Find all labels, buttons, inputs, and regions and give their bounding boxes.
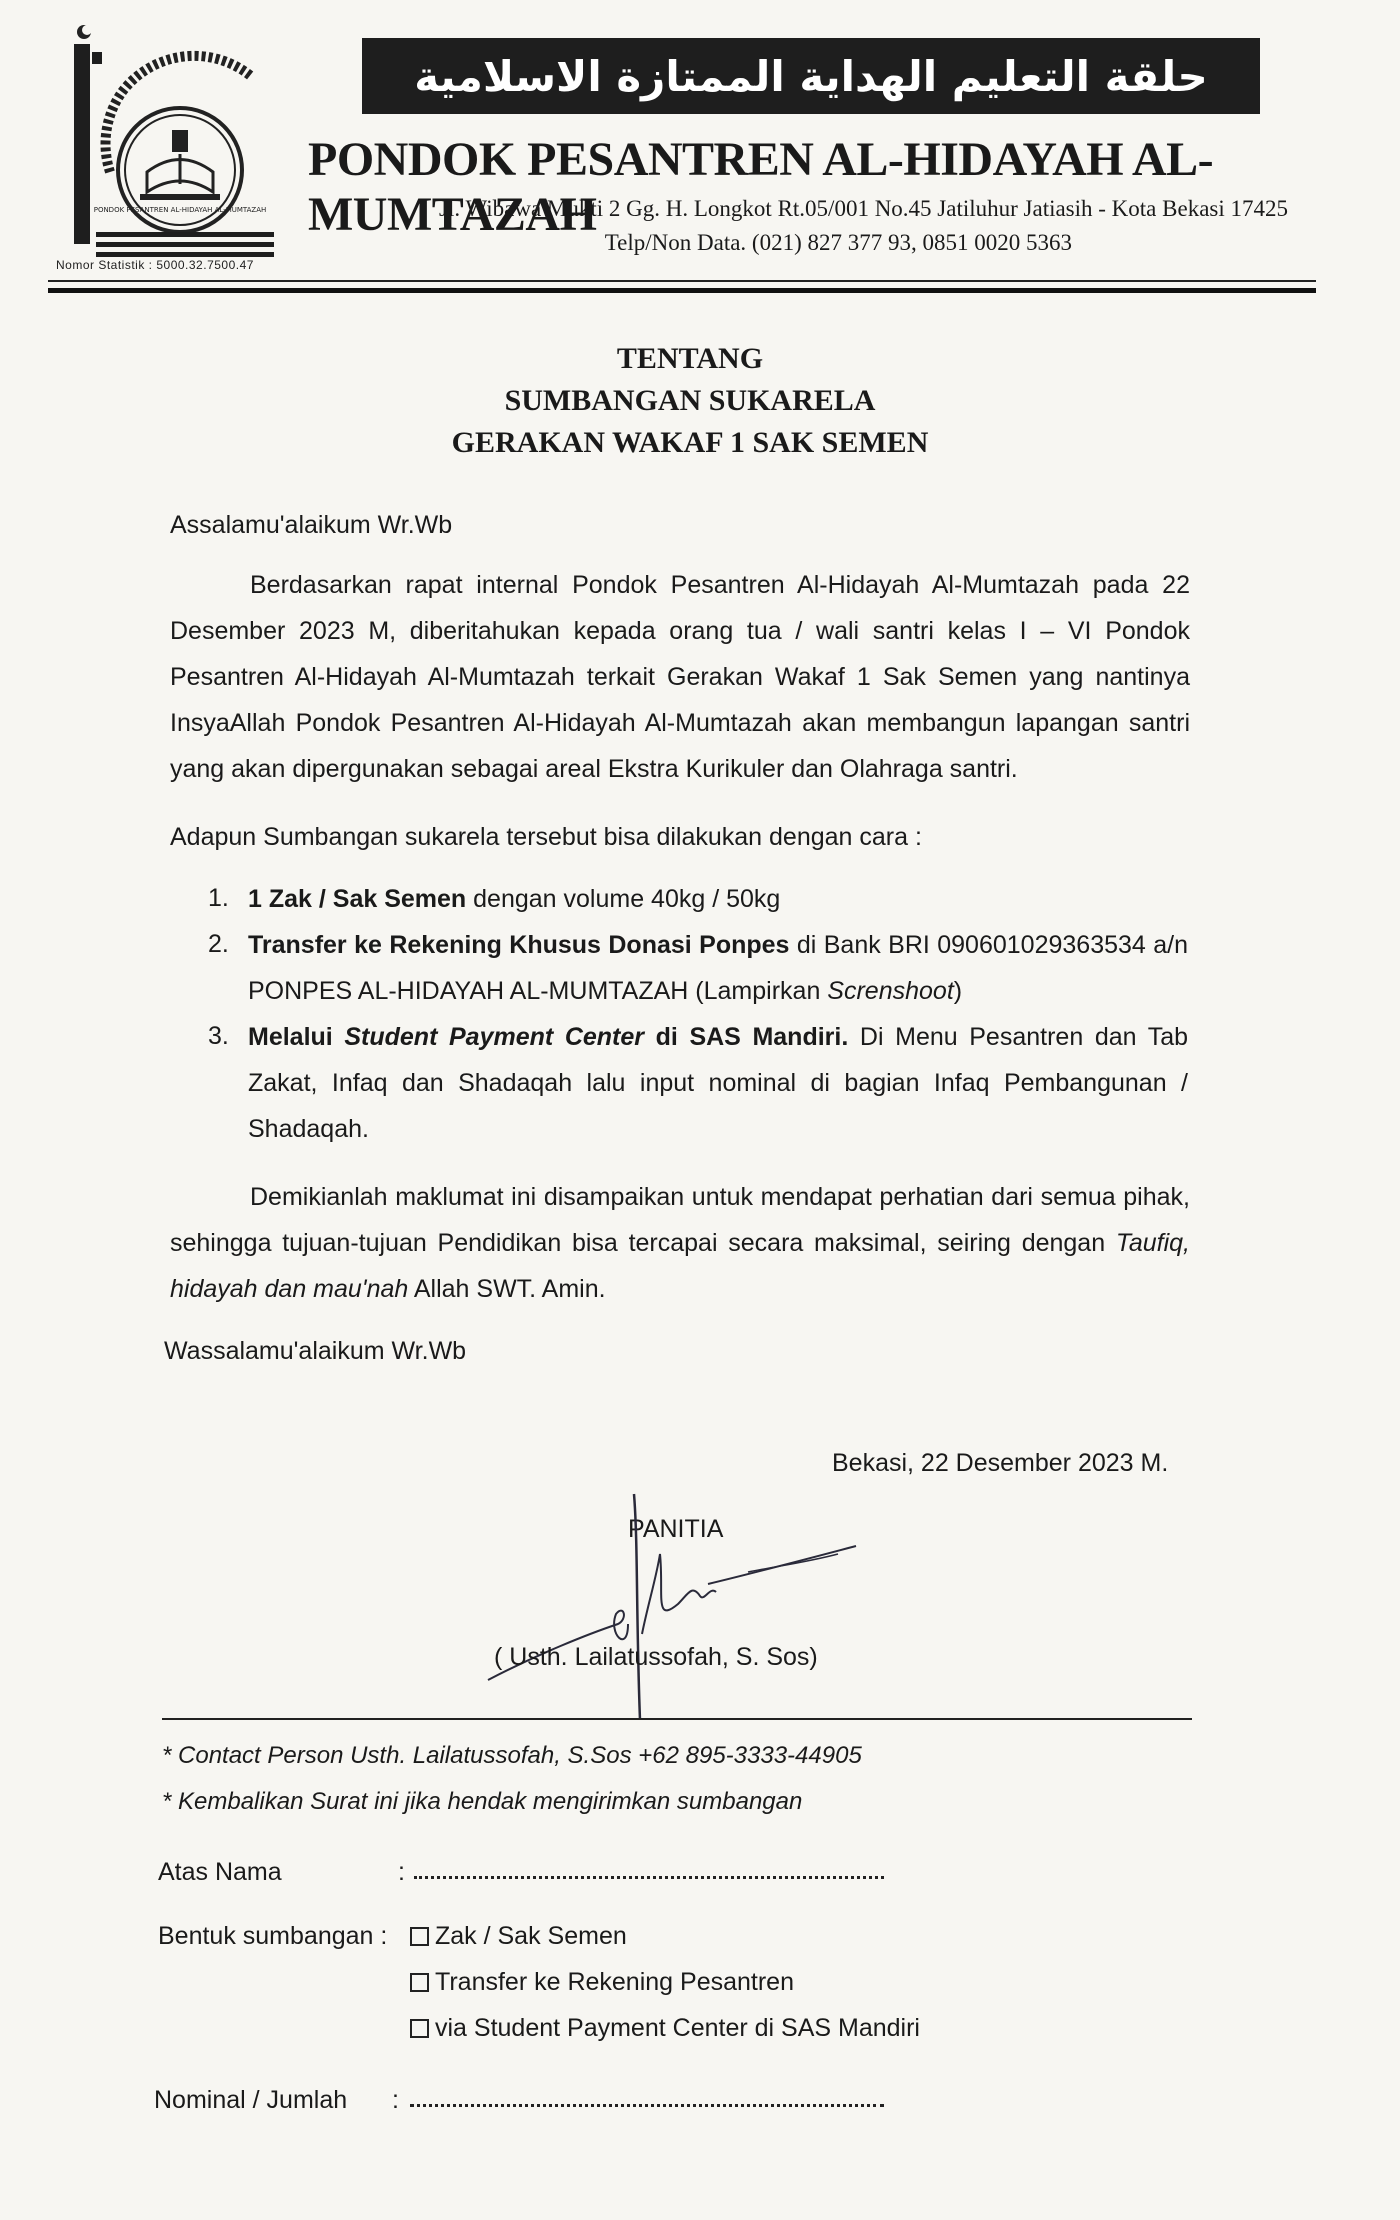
amount-label: Nominal / Jumlah <box>154 2086 348 2114</box>
list-number: 1. <box>208 884 229 912</box>
list-item-2: Transfer ke Rekening Khusus Donasi Ponpes di Bank BRI 090601029363534 a/n PONPES AL-HIDAYAH AL-MUMTAZAH (Lampirkan Screnshoot) <box>248 931 1188 1005</box>
list-number: 2. <box>208 930 229 958</box>
paragraph-1: Berdasarkan rapat internal Pondok Pesantren Al-Hidayah Al-Mumtazah pada 22 Desember 2023 M, diberitahukan kepada orang tua / wali santri kelas I – VI Pondok Pesantren Al-Hidayah Al-Mumtazah terkait Gerakan Wakaf 1 Sak Semen yang nantinya InsyaAllah Pondok Pesantren Al-Hidayah Al-Mumtazah akan membangun lapangan santri yang akan dipergunakan sebagai areal Ekstra Kurikuler dan Olahraga santri. <box>170 571 1190 783</box>
logo-caption: PONDOK PESANTREN AL-HIDAYAH AL-MUMTAZAH <box>93 206 267 214</box>
type-label: Bentuk sumbangan : <box>158 1922 388 1950</box>
list-item-3: Melalui Student Payment Center di SAS Mandiri. Di Menu Pesantren dan Tab Zakat, Infaq dan Shadaqah lalu input nominal di bagian Infaq Pembangunan / Shadaqah. <box>248 1023 1189 1143</box>
checkbox-icon[interactable] <box>410 1973 429 1992</box>
option-transfer[interactable]: Transfer ke Rekening Pesantren <box>410 1968 794 1997</box>
title-line-3: GERAKAN WAKAF 1 SAK SEMEN <box>451 426 929 459</box>
option-semen[interactable]: Zak / Sak Semen <box>410 1922 627 1951</box>
paragraph-2: Demikianlah maklumat ini disampaikan untuk mendapat perhatian dari semua pihak, sehingga tujuan-tujuan Pendidikan bisa tercapai secara maksimal, seiring dengan Taufiq, hidayah dan mau'nah Allah SWT. Amin. <box>170 1183 1190 1303</box>
amount-field[interactable] <box>410 2104 884 2109</box>
school-name: PONDOK PESANTREN AL-HIDAYAH AL-MUMTAZAH <box>308 133 1214 241</box>
amount-colon: : <box>392 2086 399 2114</box>
name-colon: : <box>398 1858 405 1886</box>
greeting: Assalamu'alaikum Wr.Wb <box>170 511 453 539</box>
intro-text: Adapun Sumbangan sukarela tersebut bisa dilakukan dengan cara : <box>170 823 922 851</box>
signatory-name: ( Usth. Lailatussofah, S. Sos) <box>494 1643 818 1671</box>
checkbox-icon[interactable] <box>410 1927 429 1946</box>
school-phone: Telp/Non Data. (021) 827 377 93, 0851 0020 5363 <box>604 230 1072 255</box>
header-rule-thick <box>48 288 1316 293</box>
footer-rule <box>162 1718 1192 1720</box>
arabic-title-bar: حلقة التعليم الهداية الممتازة الاسلامية <box>362 38 1260 114</box>
checkbox-icon[interactable] <box>410 2019 429 2038</box>
place-date: Bekasi, 22 Desember 2023 M. <box>832 1449 1169 1477</box>
return-note: * Kembalikan Surat ini jika hendak mengirimkan sumbangan <box>162 1788 803 1815</box>
contact-note: * Contact Person Usth. Lailatussofah, S.Sos +62 895-3333-44905 <box>162 1742 862 1769</box>
school-logo <box>52 22 282 272</box>
header-rule-thin <box>48 280 1316 282</box>
name-label: Atas Nama <box>158 1858 282 1886</box>
option-spc[interactable]: via Student Payment Center di SAS Mandiri <box>410 2014 920 2043</box>
list-item-1: 1 Zak / Sak Semen dengan volume 40kg / 50kg <box>248 885 781 913</box>
handwritten-signature <box>478 1484 878 1724</box>
title-line-1: TENTANG <box>616 342 764 375</box>
committee-label: PANITIA <box>628 1515 724 1543</box>
name-field[interactable] <box>414 1876 884 1881</box>
statistic-number: Nomor Statistik : 5000.32.7500.47 <box>56 258 254 272</box>
title-line-2: SUMBANGAN SUKARELA <box>504 384 876 417</box>
list-number: 3. <box>208 1022 229 1050</box>
closing: Wassalamu'alaikum Wr.Wb <box>164 1337 467 1365</box>
school-address: Jl. Wibawa Mukti 2 Gg. H. Longkot Rt.05/001 No.45 Jatiluhur Jatiasih - Kota Bekasi 17425 <box>439 196 1288 221</box>
